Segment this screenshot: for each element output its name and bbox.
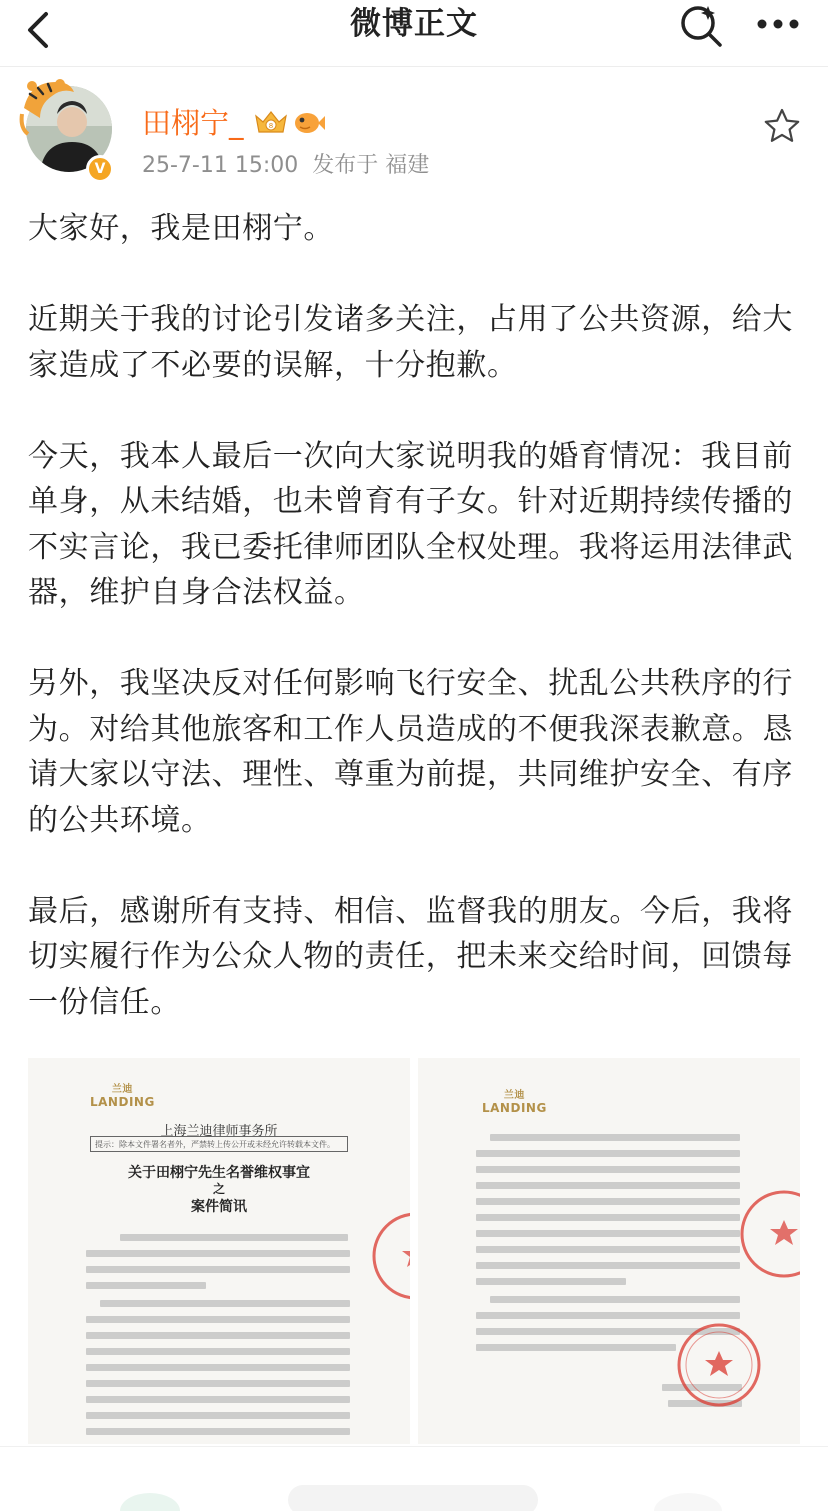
vip-crown-icon[interactable]: [252, 106, 290, 138]
comment-input-bar[interactable]: [288, 1471, 538, 1511]
doc-title-connector: 之: [212, 1182, 225, 1196]
share-icon[interactable]: [118, 1471, 182, 1511]
post-meta: [142, 152, 443, 180]
firm-logo: 兰迪 LANDING: [482, 1090, 547, 1115]
post-image-legal-brief[interactable]: [28, 1058, 410, 1444]
post-location: 发布于 福建: [312, 153, 430, 178]
official-seal-icon: [368, 1208, 410, 1304]
post-content: [28, 206, 800, 1025]
svg-text:8: 8: [268, 122, 274, 130]
official-seal-icon: [736, 1186, 800, 1282]
doc-title: 关于田栩宁先生名誉维权事宜: [128, 1165, 310, 1181]
post-paragraph: 最后，感谢所有支持、相信、监督我的朋友。今后，我将切实履行作为公众人物的责任，把未来交给时间，回馈每一份信任。: [28, 893, 793, 1020]
firm-name: 上海兰迪律师事务所: [160, 1124, 278, 1139]
post-paragraph: 近期关于我的讨论引发诸多关注，占用了公共资源，给大家造成了不必要的误解，十分抱歉。: [28, 302, 793, 383]
bottom-action-bar: [0, 1446, 828, 1509]
top-nav-bar: [0, 0, 828, 67]
author-name[interactable]: 田栩宁_: [142, 106, 244, 140]
post-paragraph: 今天，我本人最后一次向大家说明我的婚育情况：我目前单身，从未结婚，也未曾育有子女。针对近期持续传播的不实言论，我已委托律师团队全权处理。我将运用法律武器，维护自身合法权益。: [28, 438, 793, 610]
post-time: 25-7-11 15:00: [142, 153, 299, 178]
post-paragraph: 大家好，我是田栩宁。: [28, 211, 334, 246]
doc-notice: 提示：除本文件署名者外，严禁转上传公开或未经允许转载本文件。: [90, 1136, 348, 1152]
star-icon[interactable]: [762, 106, 802, 146]
search-icon[interactable]: [678, 2, 724, 48]
like-icon[interactable]: [640, 1471, 736, 1511]
page-title: 微博正文: [350, 6, 478, 42]
verified-badge: V: [86, 155, 114, 183]
doc-subtitle: 案件简讯: [191, 1199, 247, 1215]
post-image-legal-statement[interactable]: [418, 1058, 800, 1444]
official-seal-icon: [674, 1320, 764, 1410]
fish-icon[interactable]: [290, 106, 326, 138]
firm-logo: 兰迪 LANDING: [90, 1084, 155, 1109]
post-paragraph: 另外，我坚决反对任何影响飞行安全、扰乱公共秩序的行为。对给其他旅客和工作人员造成的不便我深表歉意。恳请大家以守法、理性、尊重为前提，共同维护安全、有序的公共环境。: [28, 666, 793, 838]
more-dots-icon[interactable]: [754, 2, 802, 46]
